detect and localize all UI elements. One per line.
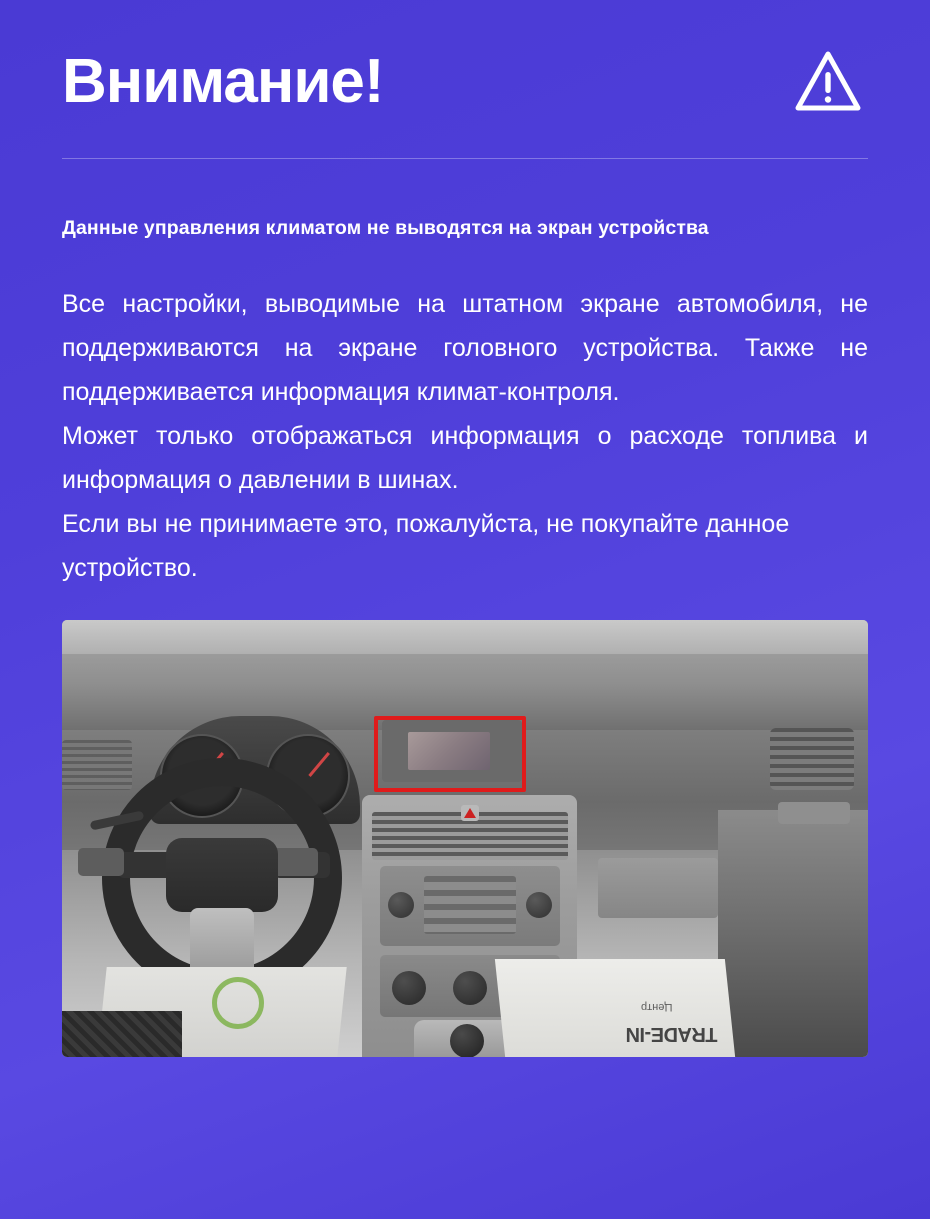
recycle-symbol-icon (212, 977, 264, 1029)
car-dashboard-photo (62, 620, 868, 1057)
steering-controls-right (272, 848, 318, 876)
glovebox-panel (598, 858, 718, 918)
radio-head-unit (380, 866, 560, 946)
climate-knob-mode (453, 971, 487, 1005)
radio-button-grid (424, 876, 516, 934)
windshield-strip (62, 620, 868, 654)
steering-wheel-hub (166, 838, 278, 912)
steering-controls-left (78, 848, 124, 876)
screen-highlight-box (374, 716, 526, 792)
body-paragraph-3: Если вы не принимаете это, пожалуйста, не покупайте данное устройство. (62, 510, 790, 582)
radio-knob-right (526, 892, 552, 918)
passenger-door-panel (718, 810, 868, 1057)
floor-mat (62, 1011, 182, 1057)
warning-subtitle: Данные управления климатом не выводятся на экран устройства (62, 217, 709, 239)
warning-triangle-icon (794, 48, 862, 116)
page-title: Внимание! (62, 47, 384, 117)
trade-in-overlay-subtext: Центр (640, 1001, 672, 1013)
radio-knob-left (388, 892, 414, 918)
hazard-lights-button-icon (461, 805, 479, 821)
body-paragraph-2: Может только отображаться информация о расходе топлива и информация о давлении в шинах. (62, 422, 868, 494)
body-paragraph-1: Все настройки, выводимые на штатном экране автомобиля, не поддерживаются на экране головного устройства. Также не поддерживается информация климат-контроля. (62, 290, 868, 406)
left-air-vent-icon (62, 740, 132, 790)
right-air-vent-icon (770, 728, 854, 790)
climate-knob-temperature (392, 971, 426, 1005)
trade-in-overlay-text: TRADE-IN (626, 1023, 718, 1045)
right-lower-vent-icon (778, 802, 850, 824)
page-header (62, 0, 868, 116)
photo-background (62, 620, 868, 1057)
warning-body (62, 282, 868, 590)
